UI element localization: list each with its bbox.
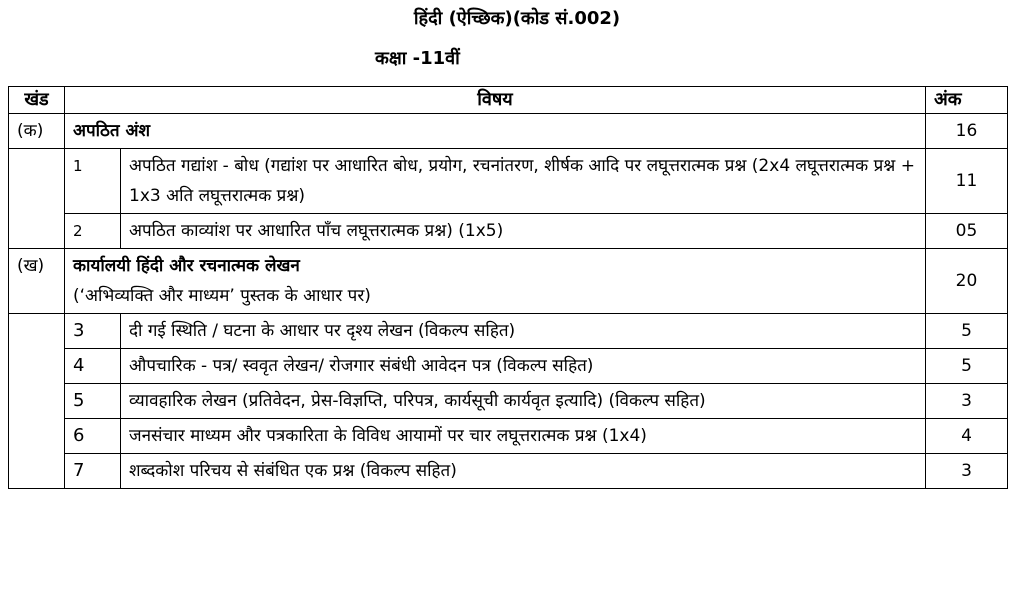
item-marks: 05 — [926, 214, 1008, 249]
table-row — [9, 384, 1008, 419]
table-row — [9, 214, 1008, 249]
section-title-cell — [65, 249, 926, 314]
item-number: 2 — [65, 214, 121, 249]
table-row — [9, 349, 1008, 384]
item-text: व्यावहारिक लेखन (प्रतिवेदन, प्रेस-विज्ञप्ति, परिपत्र, कार्यसूची कार्यवृत इत्यादि) (विकल्प सहित) — [121, 384, 926, 419]
page-title: हिंदी (ऐच्छिक)(कोड सं.002) — [413, 8, 621, 29]
table-row — [9, 149, 1008, 214]
item-marks: 3 — [926, 384, 1008, 419]
empty-cell — [9, 149, 65, 249]
section-title: कार्यालयी हिंदी और रचनात्मक लेखन — [73, 256, 300, 276]
item-marks: 4 — [926, 419, 1008, 454]
column-header-vishay: विषय — [65, 87, 926, 114]
section-subtitle: (‘अभिव्यक्ति और माध्यम’ पुस्तक के आधार पर) — [73, 286, 371, 306]
empty-cell — [9, 314, 65, 489]
item-text: जनसंचार माध्यम और पत्रकारिता के विविध आयामों पर चार लघूत्तरात्मक प्रश्न (1x4) — [121, 419, 926, 454]
table-header-row — [9, 87, 1008, 114]
item-number: 5 — [65, 384, 121, 419]
section-marks: 16 — [926, 114, 1008, 149]
item-marks: 11 — [926, 149, 1008, 214]
section-label: (ख) — [9, 249, 65, 314]
table-row — [9, 454, 1008, 489]
item-number: 6 — [65, 419, 121, 454]
section-marks: 20 — [926, 249, 1008, 314]
item-marks: 3 — [926, 454, 1008, 489]
table-row — [9, 249, 1008, 314]
item-text: दी गई स्थिति / घटना के आधार पर दृश्य लेखन (विकल्प सहित) — [121, 314, 926, 349]
item-text: औपचारिक - पत्र/ स्ववृत लेखन/ रोजगार संबंधी आवेदन पत्र (विकल्प सहित) — [121, 349, 926, 384]
table-row — [9, 114, 1008, 149]
item-number: 3 — [65, 314, 121, 349]
item-number: 1 — [65, 149, 121, 214]
item-marks: 5 — [926, 349, 1008, 384]
section-title: अपठित अंश — [65, 114, 926, 149]
class-label: कक्षा -11वीं — [375, 48, 460, 69]
column-header-khand: खंड — [9, 87, 65, 114]
table-row — [9, 419, 1008, 454]
syllabus-table — [8, 86, 1008, 489]
item-marks: 5 — [926, 314, 1008, 349]
item-text: शब्दकोश परिचय से संबंधित एक प्रश्न (विकल्प सहित) — [121, 454, 926, 489]
item-number: 4 — [65, 349, 121, 384]
item-text: अपठित काव्यांश पर आधारित पाँच लघूत्तरात्मक प्रश्न) (1x5) — [121, 214, 926, 249]
item-number: 7 — [65, 454, 121, 489]
item-text: अपठित गद्यांश - बोध (गद्यांश पर आधारित बोध, प्रयोग, रचनांतरण, शीर्षक आदि पर लघूत्तरात्मक प्रश्न (2x4 लघूत्तरात्मक प्रश्न + 1x3 अति लघूत्तरात्मक प्रश्न) — [121, 149, 926, 214]
column-header-ank: अंक — [926, 87, 1008, 114]
table-row — [9, 314, 1008, 349]
section-label: (क) — [9, 114, 65, 149]
